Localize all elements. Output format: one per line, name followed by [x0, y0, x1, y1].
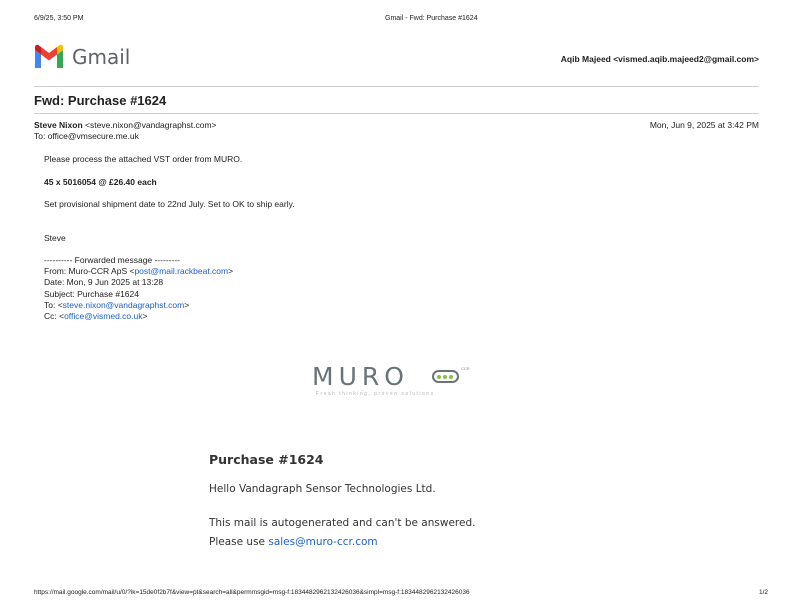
body-line: Set provisional shipment date to 22nd July. Set to OK to ship early.: [44, 199, 295, 209]
sender-name: Steve Nixon: [34, 120, 83, 130]
print-footer-url: https://mail.google.com/mail/u/0/?ik=15de0f2b7f&view=pt&search=all&permmsgid=msg-f:1834482962132426036&simpl=msg-f:1834482962132426036: [34, 589, 470, 596]
print-date-time: 6/9/25, 3:50 PM: [34, 15, 84, 22]
forwarded-to: To: <steve.nixon@vandagraphst.com>: [44, 300, 190, 310]
forwarded-subject: Subject: Purchase #1624: [44, 289, 139, 299]
muro-logo-tagline: Fresh thinking, proven solutions: [316, 391, 435, 397]
forwarded-cc: Cc: <office@vismed.co.uk>: [44, 311, 148, 321]
print-page-number: 1/2: [758, 589, 768, 596]
message-from: [34, 120, 217, 130]
forwarded-to-link[interactable]: steve.nixon@vandagraphst.com: [62, 300, 185, 310]
purchase-title: Purchase #1624: [209, 452, 324, 467]
body-signature: Steve: [44, 233, 66, 243]
divider: [34, 113, 759, 114]
divider: [34, 86, 759, 87]
gmail-logo-icon: [33, 44, 65, 68]
purchase-contact: Please use sales@muro-ccr.com: [209, 536, 378, 548]
gmail-brand-text: Gmail: [72, 45, 131, 69]
sender-email: <steve.nixon@vandagraphst.com>: [85, 120, 217, 130]
print-page-title: Gmail - Fwd: Purchase #1624: [385, 15, 478, 22]
forwarded-from: From: Muro-CCR ApS <post@mail.rackbeat.com>: [44, 266, 234, 276]
message-to: To: office@vmsecure.me.uk: [34, 131, 139, 141]
message-date: Mon, Jun 9, 2025 at 3:42 PM: [649, 120, 759, 130]
purchase-greeting: Hello Vandagraph Sensor Technologies Ltd.: [209, 483, 436, 495]
forwarded-date: Date: Mon, 9 Jun 2025 at 13:28: [44, 277, 164, 287]
muro-logo: [312, 364, 472, 400]
thread-subject: Fwd: Purchase #1624: [34, 93, 167, 108]
forwarded-separator: ---------- Forwarded message ---------: [44, 255, 180, 265]
purchase-autogen-note: This mail is autogenerated and can't be answered.: [209, 517, 476, 529]
body-line: Please process the attached VST order from MURO.: [44, 154, 243, 164]
sales-email-link[interactable]: sales@muro-ccr.com: [268, 536, 378, 548]
body-order-line: 45 x 5016054 @ £26.40 each: [44, 177, 157, 187]
forwarded-cc-link[interactable]: office@vismed.co.uk: [64, 311, 143, 321]
account-email: Aqib Majeed <vismed.aqib.majeed2@gmail.com>: [560, 54, 759, 64]
muro-logo-word: MURO: [312, 362, 409, 391]
muro-logo-pill-icon: [432, 370, 459, 383]
forwarded-from-link[interactable]: post@mail.rackbeat.com: [134, 266, 229, 276]
muro-logo-suffix: CCR: [461, 366, 470, 371]
